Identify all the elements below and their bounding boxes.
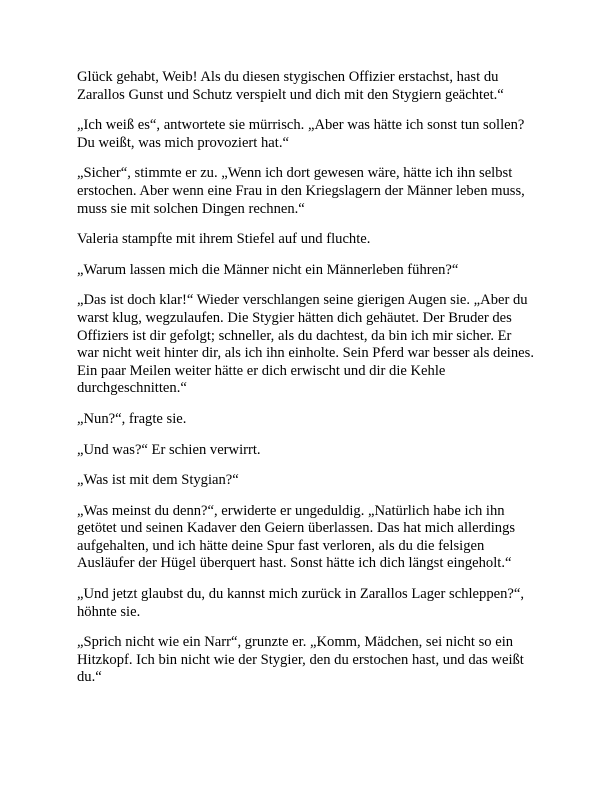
paragraph: „Und was?“ Er schien verwirrt. [77,441,261,458]
paragraph: „Das ist doch klar!“ Wieder verschlangen seine gierigen Augen sie. „Aber du warst klug, wegzulaufen. Die Stygier hätten dich gehäutet. Der Bruder des Offiziers ist dir gefolgt; schneller, als du dachtest, da bin ich mir sicher. Er war nicht weit hinter dir, als ich ihn einholte. Sein Pferd war besser als deines. Ein paar Meilen weiter hätte er dich erwischt und dir die Kehle durchgeschnitten.“ [77,292,534,397]
paragraph: „Ich weiß es“, antwortete sie mürrisch. „Aber was hätte ich sonst tun sollen? Du weißt, was mich provoziert hat.“ [77,117,525,151]
paragraph: „Nun?“, fragte sie. [77,410,187,427]
paragraph: „Und jetzt glaubst du, du kannst mich zurück in Zarallos Lager schleppen?“, höhnte sie. [77,586,524,620]
paragraph: „Was meinst du denn?“, erwiderte er ungeduldig. „Natürlich habe ich ihn getötet und seinen Kadaver den Geiern überlassen. Das hat mich allerdings aufgehalten, und ich hätte deine Spur fast verloren, als du die felsigen Ausläufer der Hügel überquert hast. Sonst hätte ich dich längst eingeholt.“ [77,502,516,572]
paragraph: Glück gehabt, Weib! Als du diesen stygischen Offizier erstachst, hast du Zarallos Gunst und Schutz verspielt und dich mit den Stygiern geächtet.“ [77,69,504,103]
paragraph: „Sprich nicht wie ein Narr“, grunzte er. „Komm, Mädchen, sei nicht so ein Hitzkopf. Ich bin nicht wie der Stygier, den du erstochen hast, und das weißt du.“ [77,634,524,686]
document-page [77,69,535,700]
paragraph: „Was ist mit dem Stygian?“ [77,472,239,489]
paragraph: „Sicher“, stimmte er zu. „Wenn ich dort gewesen wäre, hätte ich ihn selbst erstochen. Aber wenn eine Frau in den Kriegslagern der Männer leben muss, muss sie mit solchen Dingen rechnen.“ [77,165,525,217]
paragraph: „Warum lassen mich die Männer nicht ein Männerleben führen?“ [77,261,459,278]
paragraph: Valeria stampfte mit ihrem Stiefel auf und fluchte. [77,231,371,248]
